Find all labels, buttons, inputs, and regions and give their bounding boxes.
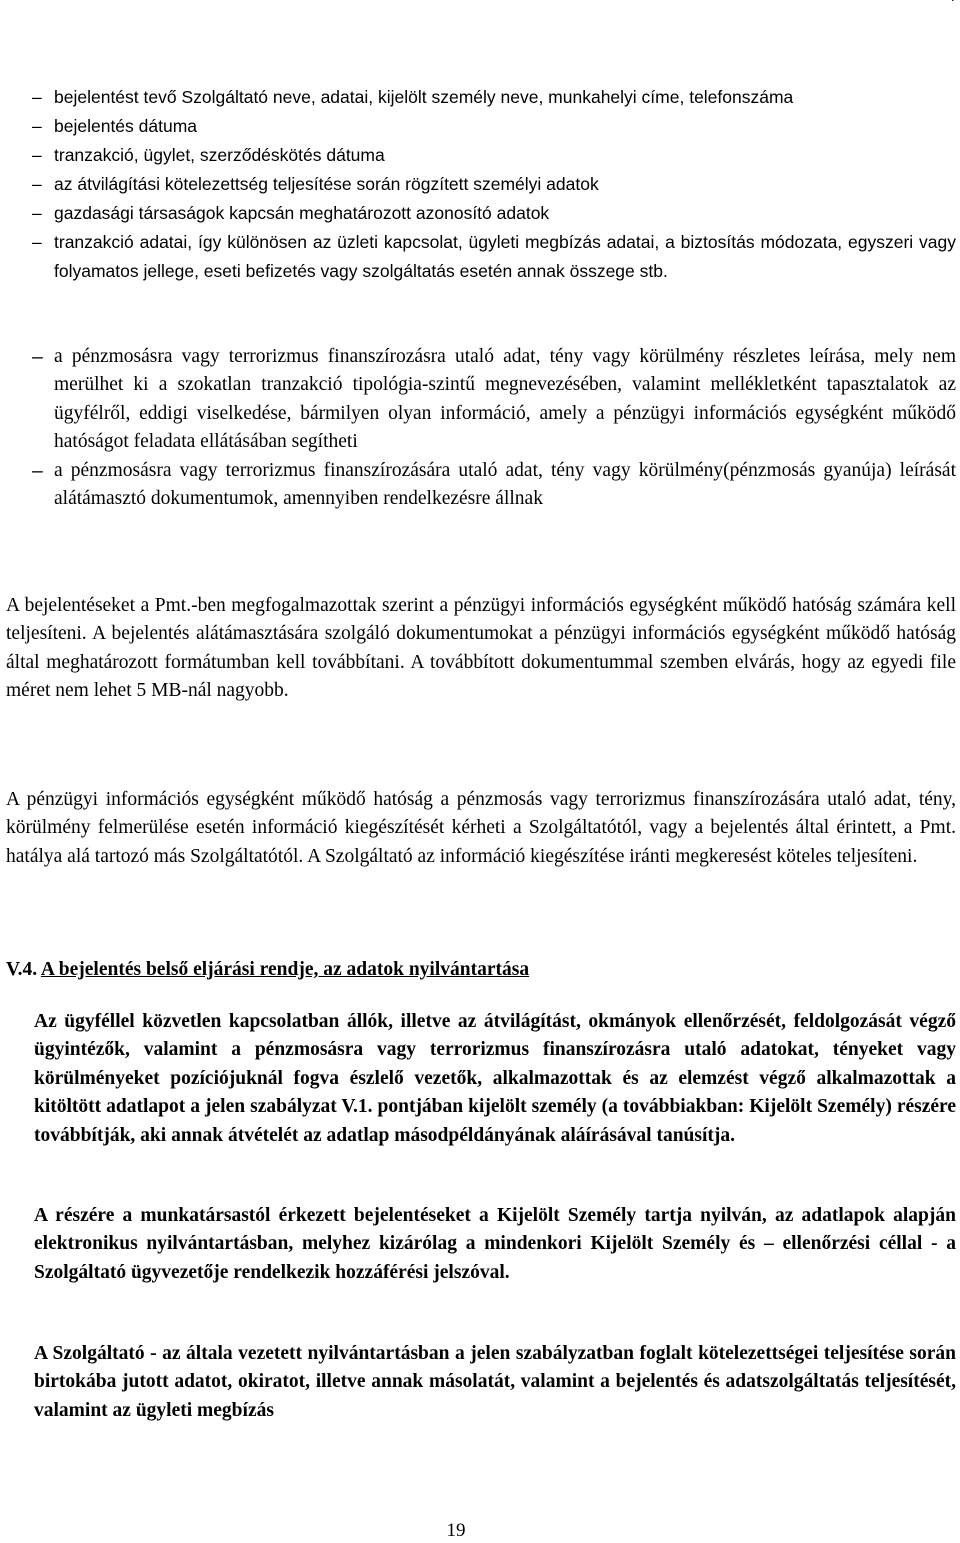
list-item-text: tranzakció adatai, így különösen az üzleti kapcsolat, ügyleti megbízás adatai, a biztosítás módozata, egyszeri vagy folyamatos jellege, eseti befizetés vagy szolgáltatás esetén annak összege stb. [54, 232, 956, 281]
list-item [0, 457, 960, 514]
section-number: V.4. [6, 959, 38, 980]
reporting-paragraph: A bejelentéseket a Pmt.-ben megfogalmazottak szerint a pénzügyi információs egységként működő hatóság számára kell teljesíteni. A bejelentés alátámasztására szolgáló dokumentumokat a pénzügyi információs egységként működő hatóság által meghatározott formátumban kell továbbítani. A továbbított dokumentummal szemben elvárás, hogy az egyedi file méret nem lehet 5 MB-nál nagyobb. [6, 595, 956, 702]
list-item-text: a pénzmosásra vagy terrorizmus finanszírozásra utaló adat, tény vagy körülmény részletes leírása, mely nem merülhet ki a szokatlan tranzakció tipológia-szintű megnevezésében, valamint mellékletként tapasztalatok az ügyfélről, eddigi viselkedése, bármilyen olyan információ, amely a pénzügyi információs egységként működő hatóságot feladata ellátásában segítheti [54, 346, 956, 453]
dash-bullet: – [32, 145, 42, 165]
corner-mark [951, 0, 955, 6]
dash-bullet: – [32, 232, 42, 252]
list-item [0, 228, 960, 286]
section-title: A bejelentés belső eljárási rendje, az adatok nyilvántartása [40, 959, 530, 980]
list-item [0, 199, 960, 228]
supplement-paragraph: A pénzügyi információs egységként működő hatóság a pénzmosás vagy terrorizmus finanszírozására utaló adat, tény, körülmény felmerülése esetén információ kiegészítését kérheti a Szolgáltatótól, vagy a bejelentés által érintett, a Pmt. hatálya alá tartozó más Szolgáltatótól. A Szolgáltató az információ kiegészítése iránti megkeresést köteles teljesíteni. [6, 789, 956, 867]
list-item-text: gazdasági társaságok kapcsán meghatározott azonosító adatok [54, 203, 550, 223]
section-heading [6, 956, 529, 984]
list-item [0, 83, 960, 112]
dash-bullet: – [32, 87, 42, 107]
suspicion-items-list [0, 343, 960, 513]
list-item-text: tranzakció, ügylet, szerződéskötés dátuma [54, 145, 385, 165]
dash-bullet: – [32, 203, 42, 223]
list-item-text: bejelentést tevő Szolgáltató neve, adatai, kijelölt személy neve, munkahelyi címe, telefonszáma [54, 87, 794, 107]
list-item [0, 141, 960, 170]
registry-paragraph: A részére a munkatársastól érkezett bejelentéseket a Kijelölt Személy tartja nyilván, az adatlapok alapján elektronikus nyilvántartásban, melyhez kizárólag a mindenkori Kijelölt Személy és – ellenőrzési céllal - a Szolgáltató ügyvezetője rendelkezik hozzáférési jelszóval. [34, 1205, 956, 1283]
dash-bullet: – [32, 346, 43, 368]
list-item [0, 343, 960, 457]
list-item-text: a pénzmosásra vagy terrorizmus finanszírozására utaló adat, tény vagy körülmény(pénzmosás gyanúja) leírását alátámasztó dokumentumok, amennyiben rendelkezésre állnak [54, 459, 956, 510]
dash-bullet: – [32, 459, 43, 482]
dash-bullet: – [32, 116, 42, 136]
data-items-list [0, 83, 960, 286]
records-paragraph: A Szolgáltató - az általa vezetett nyilvántartásban a jelen szabályzatban foglalt kötelezettségei teljesítése során birtokába jutott adatot, okiratot, illetve annak másolatát, valamint a bejelentés és adatszolgáltatás teljesítését, valamint az ügyleti megbízás [34, 1343, 956, 1421]
page-number: 19 [446, 1520, 466, 1541]
list-item-text: az átvilágítási kötelezettség teljesítése során rögzített személyi adatok [54, 174, 599, 194]
list-item [0, 112, 960, 141]
list-item-text: bejelentés dátuma [54, 116, 198, 136]
procedure-paragraph: Az ügyféllel közvetlen kapcsolatban állók, illetve az átvilágítást, okmányok ellenőrzését, feldolgozását végző ügyintézők, valamint a pénzmosásra vagy terrorizmus finanszírozásra utaló adatokat, tényeket vagy körülményeket pozíciójuknál fogva észlelő vezetők, alkalmazottak és az elemzést végző alkalmazottak a kitöltött adatlapot a jelen szabályzat V.1. pontjában kijelölt személy (a továbbiakban: Kijelölt Személy) részére továbbítják, aki annak átvételét az adatlap másodpéldányának aláírásával tanúsítja. [34, 1011, 956, 1146]
dash-bullet: – [32, 174, 42, 194]
list-item [0, 170, 960, 199]
